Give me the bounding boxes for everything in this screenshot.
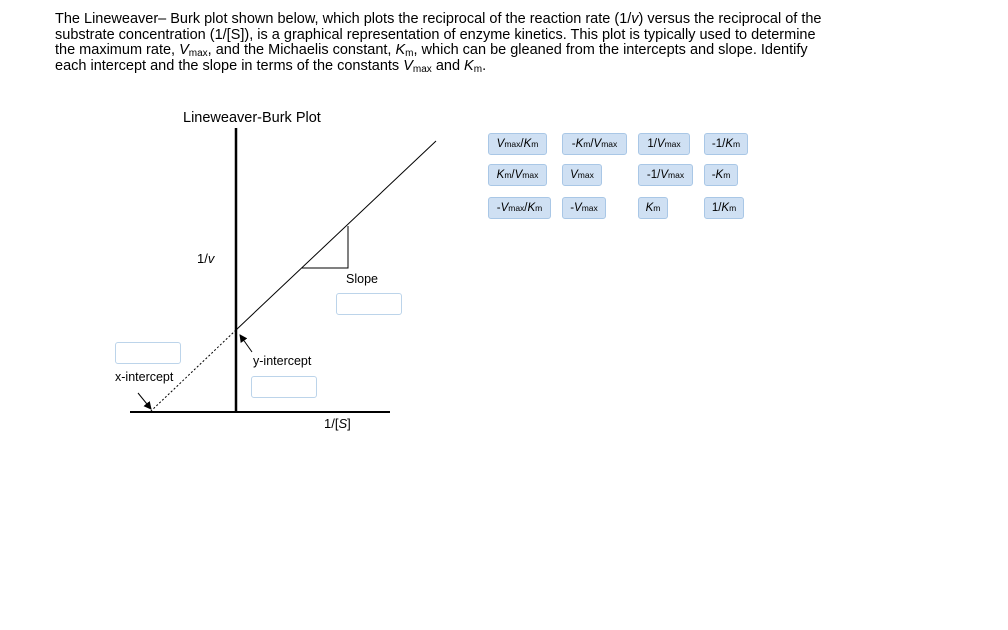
x-intercept-label: x-intercept bbox=[115, 370, 174, 384]
answer-chip[interactable]: 1/ V max bbox=[638, 133, 690, 155]
answer-chip[interactable]: 1/ K m bbox=[704, 197, 744, 219]
y-axis-label: 1/v bbox=[197, 251, 215, 266]
question-text: The Lineweaver– Burk plot shown below, which plots the reciprocal of the reaction rate (1/v) versus the reciprocal of the substrate concentration (1/[S]), is a graphical representation of enzyme kinetics. This plot is typically used to determine the maximum rate, $V_{max}$, and the Michaelis constant, $K_m$, which can be gleaned from the intercepts and slope. Identify each intercept and the slope in terms of the constants $V_{max}$ and $K_m$. bbox=[55, 11, 822, 75]
answer-chip[interactable]: K m / V max bbox=[488, 164, 547, 186]
x-axis-label: 1/[S] bbox=[324, 416, 351, 431]
x-intercept-arrow bbox=[138, 393, 151, 409]
y-intercept-label: y-intercept bbox=[253, 354, 312, 368]
slope-label: Slope bbox=[346, 272, 378, 286]
answer-chip[interactable]: V max / K m bbox=[488, 133, 547, 155]
slope-drop-target[interactable] bbox=[336, 293, 402, 315]
answer-chip[interactable]: - V max / K m bbox=[488, 197, 551, 219]
answer-chip[interactable]: K m bbox=[638, 197, 668, 219]
answer-chip[interactable]: - V max bbox=[562, 197, 606, 219]
answer-chip[interactable]: V max bbox=[562, 164, 602, 186]
answer-chip[interactable]: - K m bbox=[704, 164, 738, 186]
y-intercept-drop-target[interactable] bbox=[251, 376, 317, 398]
answer-chip[interactable]: -1/ K m bbox=[704, 133, 748, 155]
answer-chip[interactable]: -1/ V max bbox=[638, 164, 693, 186]
plot-title: Lineweaver-Burk Plot bbox=[183, 110, 321, 126]
x-intercept-drop-target[interactable] bbox=[115, 342, 181, 364]
y-intercept-arrow bbox=[240, 335, 252, 352]
answer-chip[interactable]: - K m / V max bbox=[562, 133, 627, 155]
